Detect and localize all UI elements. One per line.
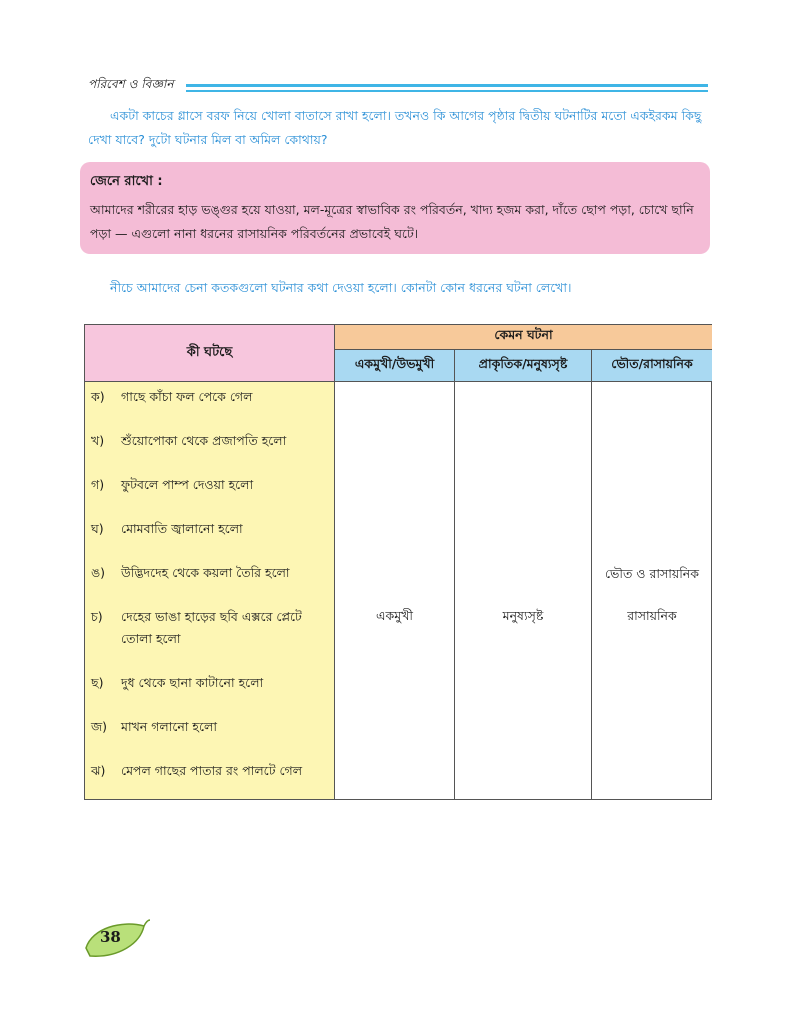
subheader-change-type: ভৌত/রাসায়নিক	[592, 350, 712, 381]
row-mark: ক)	[91, 389, 105, 404]
row-text: দুধ থেকে ছানা কাটানো হলো	[121, 675, 264, 690]
row-mark: জ)	[91, 719, 108, 734]
table-row	[91, 474, 327, 496]
row-text: উদ্ভিদদেহ থেকে কয়লা তৈরি হলো	[121, 565, 290, 580]
table-row	[91, 716, 327, 738]
table-row	[91, 386, 327, 408]
intro-question: একটা কাচের গ্লাসে বরফ নিয়ে খোলা বাতাসে রাখা হলো। তখনও কি আগের পৃষ্ঠার দ্বিতীয় ঘটনাটির মতো একইরকম কিছু দেখা যাবে? দুটো ঘটনার মিল বা অমিল কোথায়?	[88, 108, 702, 147]
events-table	[84, 324, 712, 800]
note-box	[80, 162, 710, 254]
direction-column	[335, 381, 455, 799]
subheader-direction: একমুখী/উভমুখী	[335, 350, 455, 381]
row-text: মেপল গাছের পাতার রং পালটে গেল	[121, 763, 303, 778]
instruction-text: নীচে আমাদের চেনা কতকগুলো ঘটনার কথা দেওয়া হলো। কোনটা কোন ধরনের ঘটনা লেখো।	[110, 280, 572, 295]
row-mark: খ)	[91, 433, 105, 448]
note-title: জেনে রাখো :	[90, 174, 163, 189]
answer-direction: একমুখী	[376, 608, 413, 623]
note-text: আমাদের শরীরের হাড় ভঙ্গুর হয়ে যাওয়া, মল-মূত্রের স্বাভাবিক রং পরিবর্তন, খাদ্য হজম করা, দাঁতে ছোপ পড়া, চোখে ছানি পড়া — এগুলো নানা ধরনের রাসায়নিক পরিবর্তনের প্রভাবেই ঘটে।	[90, 202, 694, 241]
row-text: মাখন গলানো হলো	[121, 719, 217, 734]
row-text: দেহের ভাঙা হাড়ের ছবি এক্সরে প্লেটে তোলা হলো	[121, 609, 302, 646]
table-row	[91, 760, 327, 782]
row-text: গাছে কাঁচা ফল পেকে গেল	[121, 389, 253, 404]
row-text: মোমবাতি জ্বালানো হলো	[121, 521, 243, 536]
row-mark: ঘ)	[91, 521, 104, 536]
table-row	[91, 518, 327, 540]
row-mark: ঙ)	[91, 565, 106, 580]
row-mark: ছ)	[91, 675, 104, 690]
table-row	[91, 672, 327, 694]
row-mark: ঝ)	[91, 763, 106, 778]
row-text: শুঁয়োপোকা থেকে প্রজাপতি হলো	[121, 433, 287, 448]
row-text: ফুটবলে পাম্প দেওয়া হলো	[121, 477, 254, 492]
answer-change-type-2: রাসায়নিক	[627, 608, 677, 623]
book-title: পরিবেশ ও বিজ্ঞান	[88, 77, 174, 91]
answer-origin: মনুষ্যসৃষ্ট	[502, 608, 544, 623]
change-type-column	[592, 381, 712, 799]
table-row	[91, 606, 327, 650]
column-header-what-happens: কী ঘটছে	[85, 325, 335, 381]
column-header-event-kind: কেমন ঘটনা	[335, 325, 712, 350]
row-mark: গ)	[91, 477, 105, 492]
row-mark: চ)	[91, 609, 103, 624]
answer-change-type-1: ভৌত ও রাসায়নিক	[604, 566, 700, 581]
page-number: 38	[100, 928, 121, 946]
table-row	[91, 562, 327, 584]
table-row	[91, 430, 327, 452]
events-column	[85, 381, 335, 799]
origin-column	[455, 381, 592, 799]
header-rule	[186, 84, 708, 92]
subheader-origin: প্রাকৃতিক/মনুষ্যসৃষ্ট	[455, 350, 592, 381]
